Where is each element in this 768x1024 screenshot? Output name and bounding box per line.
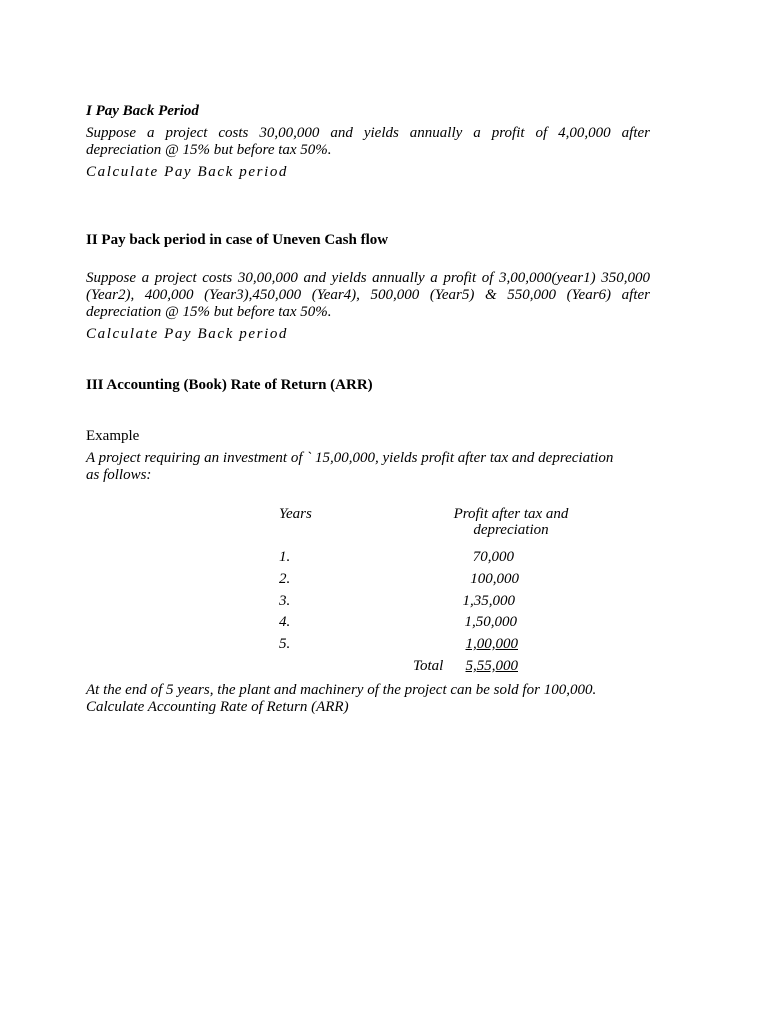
table-total-value: 5,55,000 [465,658,518,674]
table-row-year: 5. [279,636,291,652]
section1-line2: depreciation @ 15% but before tax 50%. [86,142,332,158]
section3-closing-line2: Calculate Accounting Rate of Return (ARR) [86,699,349,715]
table-row-year: 1. [279,549,291,565]
table-row-profit: 1,50,000 [464,614,517,630]
section3-intro-line1: A project requiring an investment of ` 15,00,000, yields profit after tax and depreciation [86,450,614,466]
section1-task: Calculate Pay Back period [86,164,289,180]
section1-line1: Suppose a project costs 30,00,000 and yields annually a profit of 4,00,000 after [86,125,650,141]
section2-task: Calculate Pay Back period [86,326,289,342]
table-row-profit: 1,00,000 [465,636,518,652]
section2-heading: II Pay back period in case of Uneven Cash flow [86,232,389,248]
section2-line3: depreciation @ 15% but before tax 50%. [86,304,332,320]
table-row-profit: 100,000 [470,571,519,587]
table-row-profit: 70,000 [472,549,514,565]
table-header-years: Years [279,506,312,522]
section3-heading: III Accounting (Book) Rate of Return (ARR) [86,377,373,393]
table-row-year: 3. [279,593,291,609]
table-header-profit-line1: Profit after tax and [453,506,569,522]
table-row-year: 2. [279,571,291,587]
section1-heading: I Pay Back Period [86,103,199,119]
section2-line2: (Year2), 400,000 (Year3),450,000 (Year4), 500,000 (Year5) & 550,000 (Year6) after [86,287,650,303]
section3-intro-line2: as follows: [86,467,152,483]
example-label: Example [86,428,140,444]
table-total-label: Total [413,658,444,674]
section3-closing-line1: At the end of 5 years, the plant and machinery of the project can be sold for 100,000. [86,682,597,698]
table-row-profit: 1,35,000 [462,593,515,609]
section2-line1: Suppose a project costs 30,00,000 and yields annually a profit of 3,00,000(year1) 350,000 [86,270,650,286]
table-header-profit-line2: depreciation [473,522,549,538]
table-row-year: 4. [279,614,291,630]
